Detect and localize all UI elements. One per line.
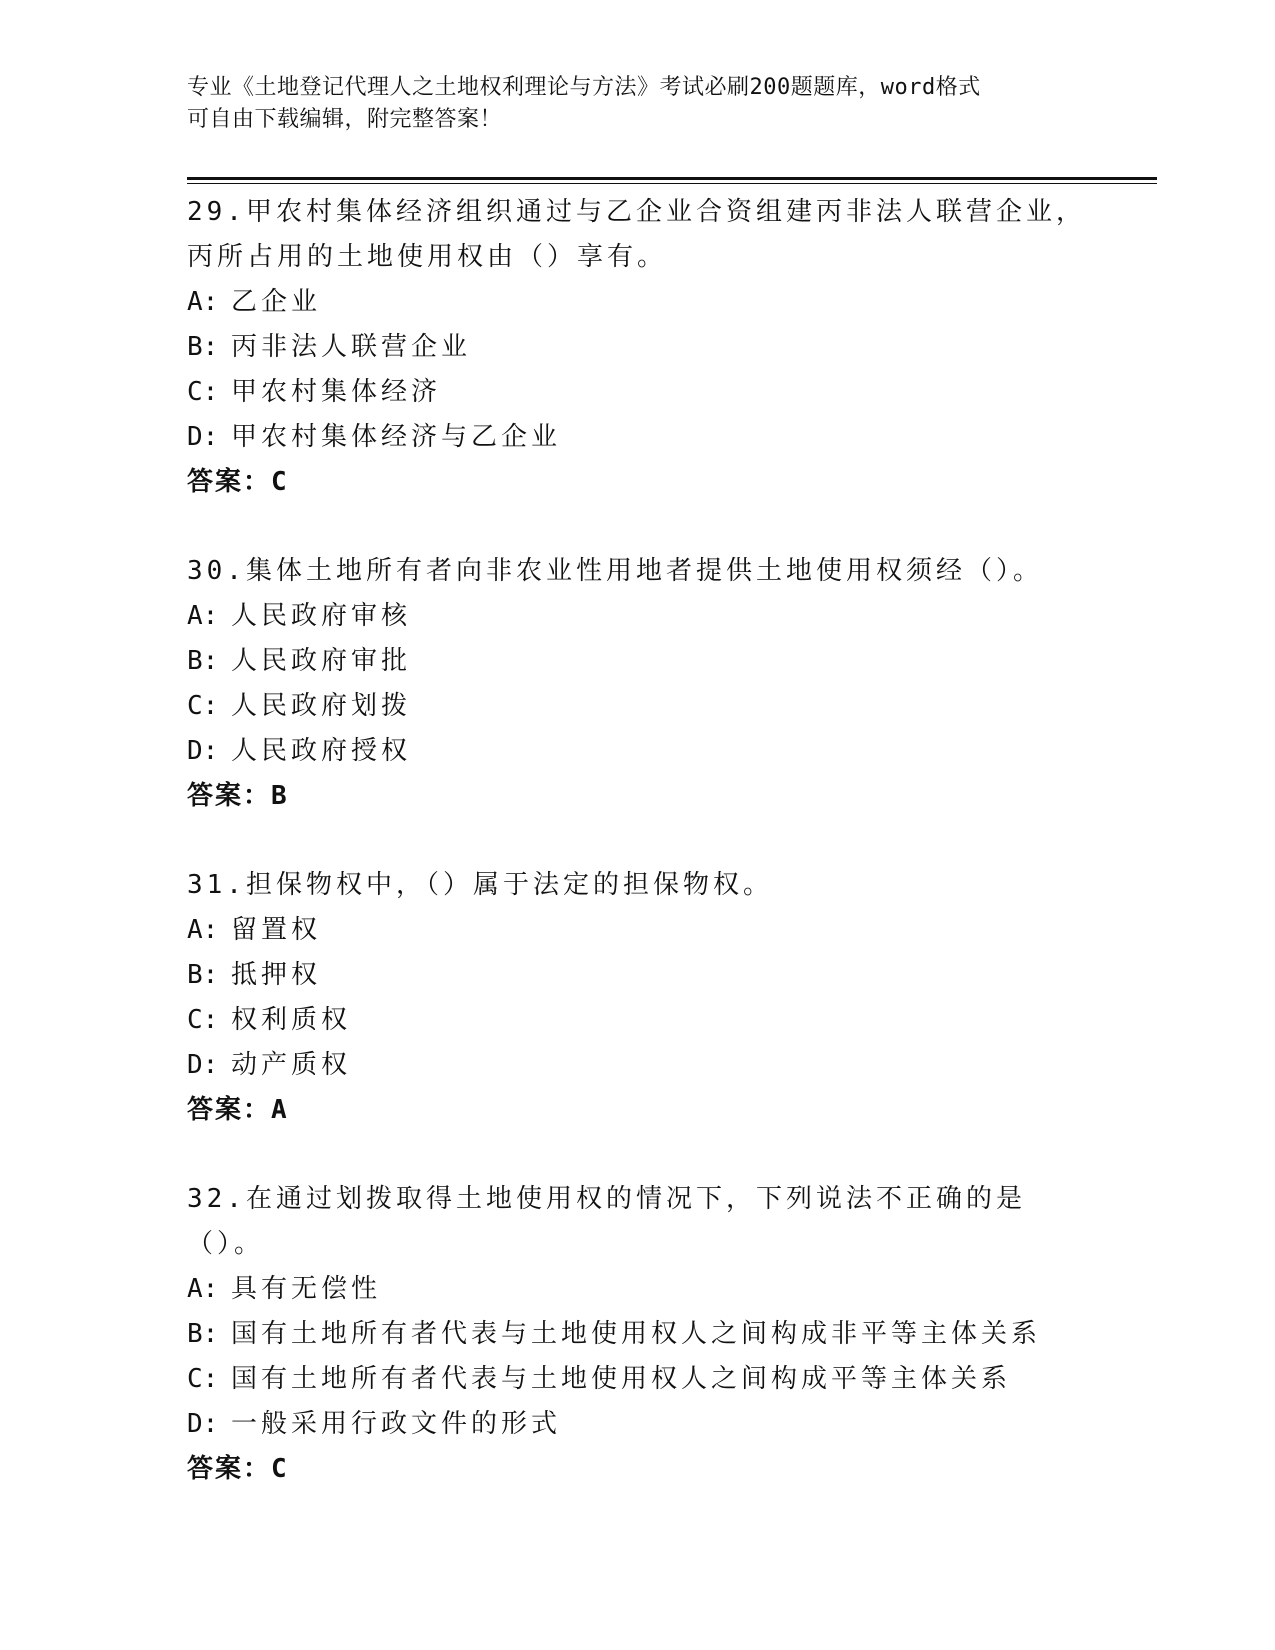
option-letter: C: (187, 1005, 219, 1035)
question-31 (187, 863, 1087, 1133)
question-text: 30.集体土地所有者向非农业性用地者提供土地使用权须经（）。 (187, 556, 1043, 586)
question-text: 29.甲农村集体经济组织通过与乙企业合资组建丙非法人联营企业，丙所占用的土地使用权由（）享有。 (187, 197, 1086, 272)
answer-line (187, 460, 1087, 505)
option-a (187, 908, 1087, 953)
option-d (187, 1402, 1087, 1447)
option-b (187, 1312, 1087, 1357)
header-divider-thin (187, 183, 1157, 184)
answer-label: 答案： (187, 1454, 272, 1484)
option-a (187, 280, 1087, 325)
option-letter: B: (187, 646, 219, 676)
option-letter: A: (187, 1274, 219, 1304)
option-c (187, 684, 1087, 729)
answer-line (187, 1088, 1087, 1133)
option-text: 甲农村集体经济 (231, 377, 442, 407)
option-text: 人民政府审批 (231, 646, 412, 676)
option-letter: D: (187, 1050, 219, 1080)
question-29 (187, 190, 1087, 505)
question-list (187, 190, 1087, 1536)
option-letter: C: (187, 1364, 219, 1394)
option-text: 权利质权 (231, 1005, 352, 1035)
option-d (187, 1043, 1087, 1088)
option-letter: B: (187, 1319, 219, 1349)
option-c (187, 998, 1087, 1043)
option-d (187, 415, 1087, 460)
question-32 (187, 1177, 1087, 1492)
option-text: 甲农村集体经济与乙企业 (231, 422, 562, 452)
option-c (187, 1357, 1087, 1402)
option-letter: C: (187, 691, 219, 721)
answer-label: 答案： (187, 781, 272, 811)
answer-value: C (271, 1454, 287, 1484)
answer-value: A (271, 1095, 287, 1125)
answer-line (187, 774, 1087, 819)
option-letter: B: (187, 960, 219, 990)
option-text: 具有无偿性 (231, 1274, 382, 1304)
option-b (187, 325, 1087, 370)
option-letter: D: (187, 1409, 219, 1439)
option-text: 留置权 (231, 915, 322, 945)
option-text: 国有土地所有者代表与土地使用权人之间构成非平等主体关系 (231, 1319, 1042, 1349)
option-letter: B: (187, 332, 219, 362)
question-text: 31.担保物权中，（）属于法定的担保物权。 (187, 870, 773, 900)
answer-value: B (271, 781, 287, 811)
option-letter: C: (187, 377, 219, 407)
answer-label: 答案： (187, 1095, 272, 1125)
option-text: 人民政府授权 (231, 736, 412, 766)
answer-value: C (271, 467, 287, 497)
option-letter: A: (187, 601, 219, 631)
option-text: 抵押权 (231, 960, 322, 990)
option-text: 丙非法人联营企业 (231, 332, 472, 362)
option-b (187, 639, 1087, 684)
option-a (187, 594, 1087, 639)
option-c (187, 370, 1087, 415)
option-text: 动产质权 (231, 1050, 352, 1080)
document-header (187, 72, 1067, 136)
header-line-2: 可自由下载编辑，附完整答案！ (187, 107, 503, 132)
answer-label: 答案： (187, 467, 272, 497)
header-divider-thick (187, 177, 1157, 180)
option-d (187, 729, 1087, 774)
header-line-1: 专业《土地登记代理人之土地权利理论与方法》考试必刷200题题库，word格式 (187, 75, 981, 100)
option-text: 乙企业 (231, 287, 322, 317)
option-text: 人民政府划拨 (231, 691, 412, 721)
answer-line (187, 1447, 1087, 1492)
option-letter: A: (187, 287, 219, 317)
question-text: 32.在通过划拨取得土地使用权的情况下，下列说法不正确的是（）。 (187, 1184, 1026, 1259)
question-30 (187, 549, 1087, 819)
option-text: 人民政府审核 (231, 601, 412, 631)
option-letter: A: (187, 915, 219, 945)
option-letter: D: (187, 736, 219, 766)
option-b (187, 953, 1087, 998)
option-text: 国有土地所有者代表与土地使用权人之间构成平等主体关系 (231, 1364, 1012, 1394)
option-a (187, 1267, 1087, 1312)
option-letter: D: (187, 422, 219, 452)
option-text: 一般采用行政文件的形式 (231, 1409, 562, 1439)
